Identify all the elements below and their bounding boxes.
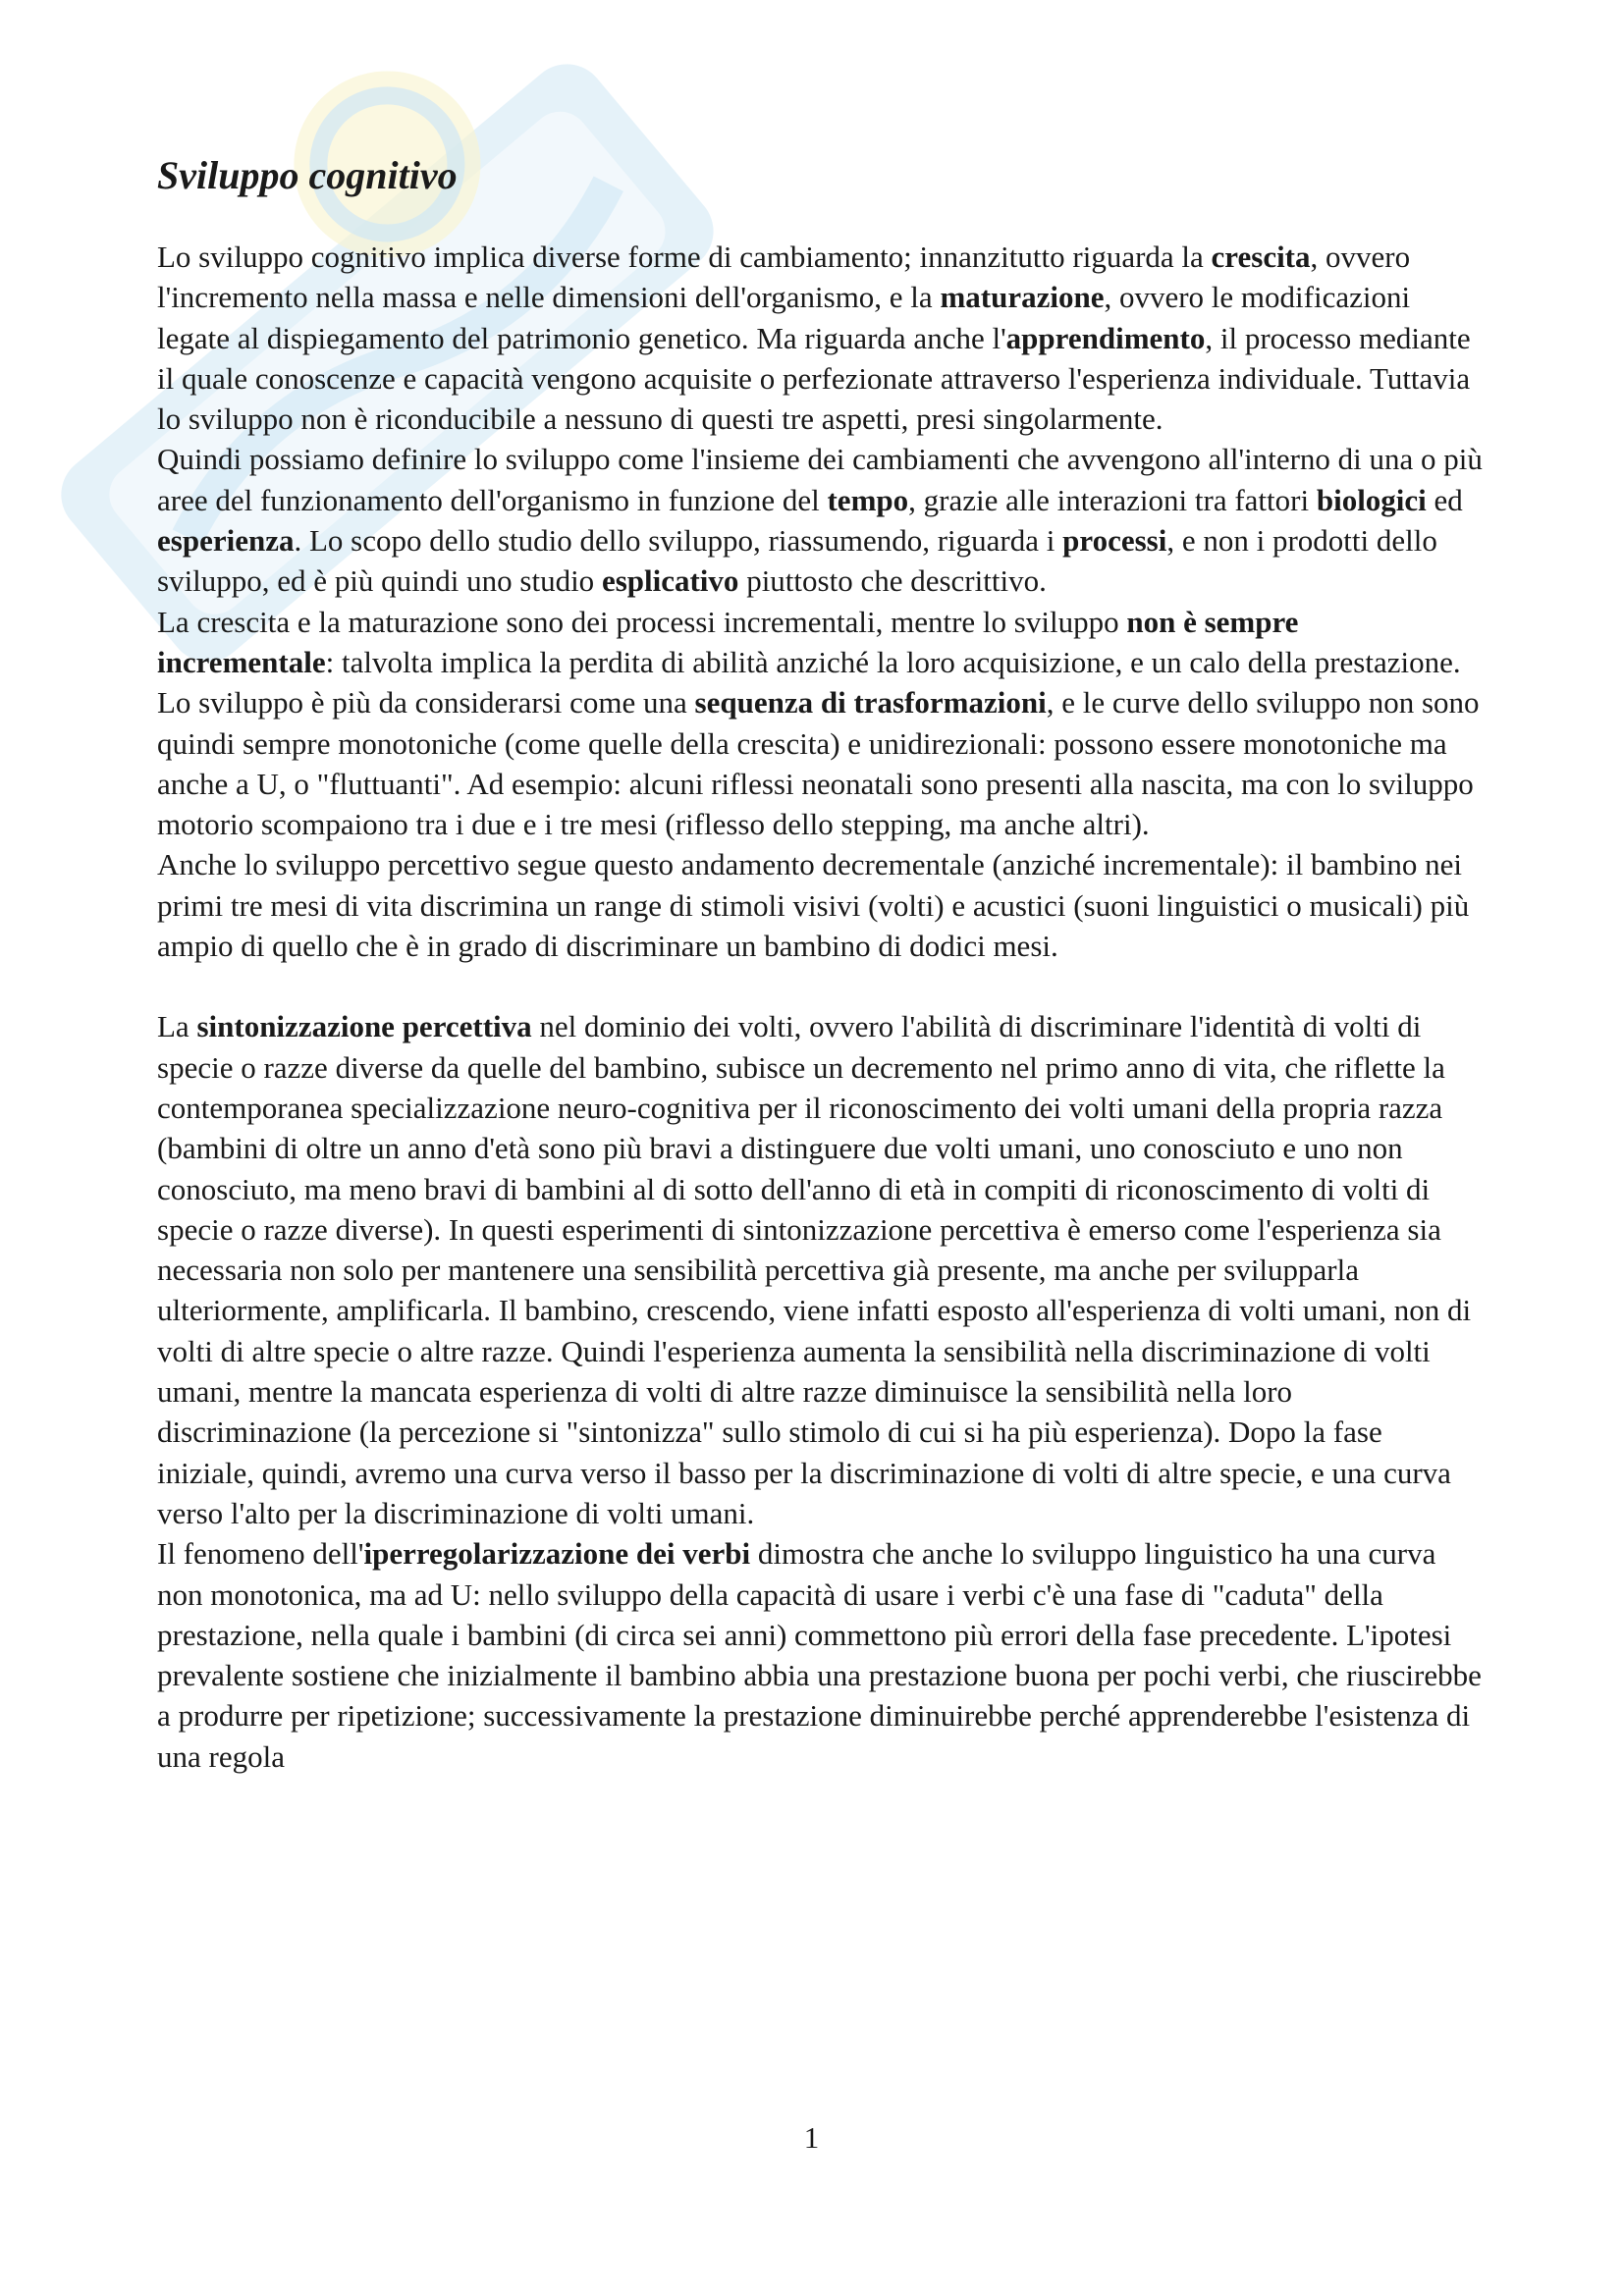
bold-term: apprendimento — [1005, 320, 1206, 355]
bold-term: sintonizzazione percettiva — [196, 1009, 532, 1044]
paragraph — [157, 602, 1483, 845]
text-segment: , il processo mediante il quale conoscenze e capacità vengono acquisite o perfezionate attraverso l'esperienza individuale. Tuttavia lo sviluppo non è riconducibile a nessuno di questi tre aspetti, presi singolarmente. — [157, 320, 1471, 437]
document-body — [157, 237, 1483, 1777]
paragraph — [157, 237, 1483, 439]
bold-term: iperregolarizzazione dei verbi — [363, 1536, 751, 1572]
text-segment: , e non i prodotti dello sviluppo, ed è più quindi uno studio — [157, 523, 1437, 599]
text-segment: La crescita e la maturazione sono dei processi incrementali, mentre lo sviluppo — [157, 604, 1127, 639]
paragraph-gap — [157, 966, 1483, 1006]
text-segment: . Lo scopo dello studio dello sviluppo, riassumendo, riguarda i — [294, 523, 1063, 559]
text-segment: Il fenomeno dell' — [157, 1536, 364, 1572]
text-segment: Lo sviluppo cognitivo implica diverse forme di cambiamento; innanzitutto riguarda la — [157, 240, 1212, 274]
text-segment: Quindi possiamo definire lo sviluppo come l'insieme dei cambiamenti che avvengono all'interno di una o più aree del funzionamento dell'organismo in funzione del — [157, 442, 1483, 517]
text-segment: Anche lo sviluppo percettivo segue questo andamento decrementale (anziché incrementale): il bambino nei primi tre mesi di vita discrimina un range di stimoli visivi (volti) e acustici (suoni linguistici o musicali) più ampio di quello che è in grado di discriminare un bambino di dodici mesi. — [157, 847, 1470, 964]
paragraph — [157, 439, 1483, 601]
page-number: 1 — [803, 2120, 820, 2155]
text-segment: : talvolta implica la perdita di abilità anziché la loro acquisizione, e un calo della prestazione. Lo sviluppo è più da considerarsi come una — [157, 644, 1461, 721]
text-segment: , ovvero l'incremento nella massa e nelle dimensioni dell'organismo, e la — [157, 240, 1411, 315]
bold-term: maturazione — [940, 280, 1105, 315]
bold-term: esplicativo — [601, 563, 739, 599]
bold-term: sequenza di trasformazioni — [694, 685, 1047, 721]
bold-term: processi — [1062, 523, 1167, 559]
bold-term: non è sempre incrementale — [157, 604, 1299, 679]
text-segment: ed — [1426, 482, 1463, 517]
bold-term: esperienza — [157, 523, 295, 559]
text-segment: nel dominio dei volti, ovvero l'abilità di discriminare l'identità di volti di specie o razze diverse da quelle del bambino, subisce un decremento nel primo anno di vita, che riflette la contemporanea specializzazione neuro-cognitiva per il riconoscimento dei volti umani della propria razza (bambini di oltre un anno d'età sono più bravi a distinguere due volti umani, uno conosciuto e uno non conosciuto, ma meno bravi di bambini al di sotto dell'anno di età in compiti di riconoscimento di volti di specie o razze diverse). In questi esperimenti di sintonizzazione percettiva è emerso come l'esperienza sia necessaria non solo per mantenere una sensibilità percettiva già presente, ma anche per svilupparla ulteriormente, amplificarla. Il bambino, crescendo, viene infatti esposto all'esperienza di volti umani, non di volti di altre specie o altre razze. Quindi l'esperienza aumenta la sensibilità nella discriminazione di volti umani, mentre la mancata esperienza di volti di altre razze diminuisce la sensibilità nella loro discriminazione (la percezione si "sintonizza" sullo stimolo di cui si ha più esperienza). Dopo la fase iniziale, quindi, avremo una curva verso il basso per la discriminazione di volti di altre specie, e una curva verso l'alto per la discriminazione di volti umani. — [157, 1009, 1472, 1530]
text-segment: , ovvero le modificazioni legate al dispiegamento del patrimonio genetico. Ma riguarda anche l' — [157, 280, 1411, 355]
text-segment: La — [157, 1009, 197, 1044]
paragraph — [157, 1533, 1483, 1777]
bold-term: biologici — [1316, 482, 1427, 517]
page-title: Sviluppo cognitivo — [157, 153, 458, 197]
text-segment: , grazie alle interazioni tra fattori — [908, 482, 1317, 517]
text-segment: dimostra che anche lo sviluppo linguistico ha una curva non monotonica, ma ad U: nello sviluppo della capacità di usare i verbi c'è una fase di "caduta" della prestazione, nella quale i bambini (di circa sei anni) commettono più errori della fase precedente. L'ipotesi prevalente sostiene che inizialmente il bambino abbia una prestazione buona per pochi verbi, che riuscirebbe a produrre per ripetizione; successivamente la prestazione diminuirebbe perché apprenderebbe l'esistenza di una regola — [157, 1536, 1482, 1774]
document-page — [157, 152, 1483, 1777]
text-segment: piuttosto che descrittivo. — [738, 563, 1047, 599]
paragraph — [157, 1006, 1483, 1533]
bold-term: tempo — [827, 482, 909, 517]
bold-term: crescita — [1211, 240, 1311, 274]
paragraph — [157, 844, 1483, 966]
text-segment: , e le curve dello sviluppo non sono quindi sempre monotoniche (come quelle della crescita) e unidirezionali: possono essere monotoniche ma anche a U, o "fluttuanti". Ad esempio: alcuni riflessi neonatali sono presenti alla nascita, ma con lo sviluppo motorio scompaiono tra i due e i tre mesi (riflesso dello stepping, ma anche altri). — [157, 685, 1480, 842]
